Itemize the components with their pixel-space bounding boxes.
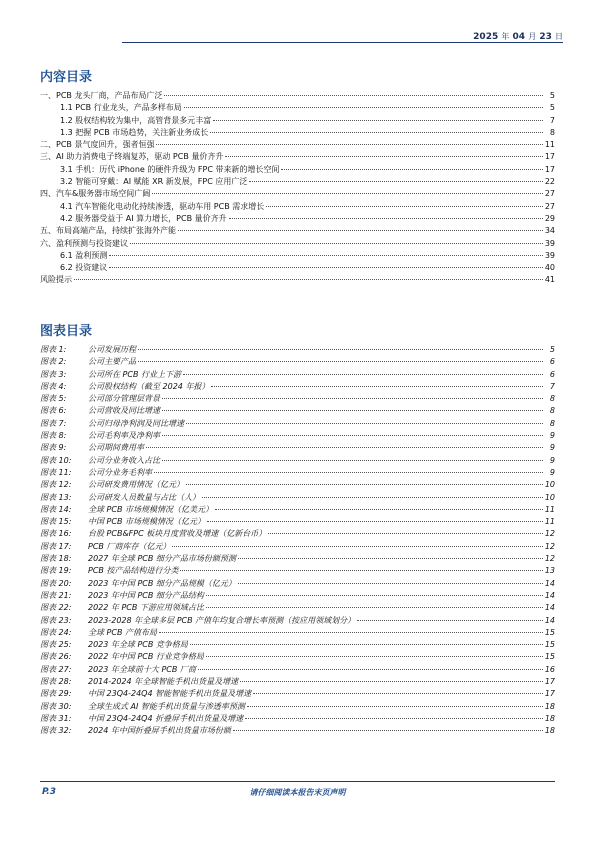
toc-entry[interactable]: [40, 127, 555, 139]
figure-entry[interactable]: [40, 639, 555, 651]
dot-leader: [357, 620, 543, 621]
figure-entry-page: 9: [549, 467, 555, 477]
toc-entry[interactable]: [40, 238, 555, 250]
figure-entry-page: 18: [544, 713, 555, 723]
date-day: 23: [539, 32, 552, 42]
figure-entry-text: 公司部分管理层背景: [88, 394, 160, 404]
figure-entry[interactable]: [40, 418, 555, 430]
toc-entry[interactable]: [40, 201, 555, 213]
figure-entry-label: 图表 27:: [40, 664, 72, 674]
toc-entry-page: 8: [549, 127, 555, 137]
header-divider: [122, 42, 563, 43]
toc-title: 内容目录: [40, 70, 93, 85]
figure-entry[interactable]: [40, 725, 555, 737]
figure-entry[interactable]: [40, 479, 555, 491]
figure-entry-label: 图表 15:: [40, 517, 72, 527]
figure-entry[interactable]: [40, 516, 555, 528]
toc-entry-text: 3.2 智能可穿戴：AI 赋能 XR 新发展，FPC 应用广泛: [60, 177, 248, 187]
figure-entry-text: PCB 按产品结构进行分类: [88, 566, 179, 576]
toc-entry-text: 1.3 把握 PCB 市场趋势，关注新业务成长: [60, 127, 209, 137]
figure-entry-page: 10: [544, 492, 555, 502]
figure-entry[interactable]: [40, 442, 555, 454]
date-year-unit: 年: [501, 32, 510, 41]
figure-entry-label: 图表 31:: [40, 713, 72, 723]
figure-entry[interactable]: [40, 688, 555, 700]
dot-leader: [74, 279, 543, 280]
figure-entry-label: 图表 17:: [40, 541, 72, 551]
figure-entry-text: 2024 年中国折叠屏手机出货量市场份额: [88, 726, 231, 736]
figure-entry-page: 11: [544, 517, 555, 527]
toc-entry[interactable]: [40, 274, 555, 286]
dot-leader: [154, 472, 543, 473]
figure-entry[interactable]: [40, 393, 555, 405]
figures-title: 图表目录: [40, 324, 93, 339]
figure-entry-label: 图表 24:: [40, 627, 72, 637]
figure-entry-text: PCB 厂商库存（亿元）: [88, 541, 171, 551]
figure-entry-label: 图表 30:: [40, 701, 72, 711]
figure-entry-page: 10: [544, 480, 555, 490]
figure-entry-label: 图表 3:: [40, 369, 67, 379]
figure-entry[interactable]: [40, 541, 555, 553]
figure-entry-label: 图表 1:: [40, 345, 67, 354]
toc-entry-text: 五、布局高端产品，持续扩张海外产能: [40, 226, 176, 236]
figure-entry-page: 12: [544, 554, 555, 564]
figure-entry-label: 图表 9:: [40, 443, 67, 453]
date-year: 2025: [473, 32, 499, 42]
toc-entry[interactable]: [40, 225, 555, 237]
dot-leader: [183, 374, 543, 375]
figure-entry-text: 公司期间费用率: [88, 443, 144, 453]
dot-leader: [190, 644, 543, 645]
figure-entry-label: 图表 8:: [40, 431, 67, 441]
figure-entry[interactable]: [40, 615, 555, 627]
figure-entry-text: 2023 年全球前十大 PCB 厂商: [88, 664, 196, 674]
dot-leader: [245, 718, 543, 719]
figure-entry-text: 2022 年中国 PCB 行业竞争格局: [88, 652, 204, 662]
figure-entry[interactable]: [40, 627, 555, 639]
figure-entry-text: 2023 年中国 PCB 细分产品规模（亿元）: [88, 578, 236, 588]
figure-entry-text: 台股 PCB&FPC 板块月度营收及增速（亿新台币）: [88, 529, 267, 539]
dot-leader: [184, 107, 543, 108]
figure-entry-page: 15: [544, 640, 555, 650]
figure-entry-page: 18: [544, 701, 555, 711]
toc-entry-text: 3.1 手机：历代 iPhone 的硬件升级为 FPC 带来新的增长空间: [60, 164, 280, 174]
figure-entry-page: 9: [549, 431, 555, 441]
figure-entry-page: 8: [549, 418, 555, 428]
figure-entry-label: 图表 16:: [40, 529, 72, 539]
figure-entry-page: 14: [544, 578, 555, 588]
figure-entry-text: 公司分业务毛利率: [88, 467, 152, 477]
figure-entry-text: 2023 年全球 PCB 竞争格局: [88, 640, 188, 650]
toc-entry[interactable]: [40, 164, 555, 176]
dot-leader: [281, 169, 542, 170]
figure-entry-page: 16: [544, 664, 555, 674]
toc-entry[interactable]: [40, 139, 555, 151]
figure-entry-text: 公司主要产品: [88, 357, 136, 367]
figure-entry-label: 图表 23:: [40, 615, 72, 625]
figure-entry-label: 图表 14:: [40, 504, 72, 514]
dot-leader: [233, 730, 543, 731]
dot-leader: [198, 669, 543, 670]
dot-leader: [225, 156, 542, 157]
figure-entry-page: 13: [544, 566, 555, 576]
figure-entry[interactable]: [40, 344, 555, 356]
figure-entry[interactable]: [40, 553, 555, 565]
dot-leader: [162, 460, 543, 461]
figure-entry-text: 公司研发费用情况（亿元）: [88, 480, 184, 490]
dot-leader: [180, 570, 542, 571]
figure-entry-page: 15: [544, 652, 555, 662]
figure-entry[interactable]: [40, 590, 555, 602]
figure-entry-text: 2022 年 PCB 下游应用领域占比: [88, 603, 204, 613]
figure-entry-page: 5: [549, 345, 555, 354]
page-number: P.3: [42, 787, 56, 797]
toc-entry[interactable]: [40, 115, 555, 127]
dot-leader: [159, 632, 543, 633]
dot-leader: [109, 267, 543, 268]
toc-entry-page: 39: [544, 250, 555, 260]
toc-entry-text: 1.2 股权结构较为集中，高管背景多元丰富: [60, 115, 212, 125]
figure-entry-label: 图表 2:: [40, 357, 67, 367]
figure-entry-page: 8: [549, 406, 555, 416]
figure-entry-text: 中国 23Q4-24Q4 智能智能手机出货量及增速: [88, 689, 252, 699]
figure-entry-text: 2027 年全球 PCB 细分产品市场份额预测: [88, 554, 236, 564]
figure-entry-page: 17: [544, 677, 555, 687]
figure-entry-page: 12: [544, 541, 555, 551]
figure-entry[interactable]: [40, 676, 555, 688]
footer-disclaimer: 请仔细阅读本报告末页声明: [249, 788, 346, 797]
figure-entry-label: 图表 22:: [40, 603, 72, 613]
toc-entry[interactable]: [40, 213, 555, 225]
dot-leader: [211, 386, 543, 387]
dot-leader: [162, 410, 543, 411]
figure-entry-page: 14: [544, 590, 555, 600]
dot-leader: [109, 255, 543, 256]
toc-entry-page: 27: [544, 201, 555, 211]
toc-entry-page: 7: [549, 115, 555, 125]
toc-entry-text: 4.1 汽车智能化电动化持续渗透，驱动车用 PCB 需求增长: [60, 201, 265, 211]
dot-leader: [207, 521, 543, 522]
figure-entry-text: 公司毛利率及净利率: [88, 431, 160, 441]
toc-entry[interactable]: [40, 176, 555, 188]
figure-entry[interactable]: [40, 651, 555, 663]
figure-entry-label: 图表 32:: [40, 726, 72, 736]
dot-leader: [164, 95, 543, 96]
figure-entry-label: 图表 5:: [40, 394, 67, 404]
figure-entry[interactable]: [40, 664, 555, 676]
figure-entry-page: 6: [549, 369, 555, 379]
figure-entry-label: 图表 10:: [40, 455, 72, 465]
figure-entry-page: 9: [549, 443, 555, 453]
dot-leader: [178, 230, 543, 231]
figure-entry-text: 全球 PCB 产值布局: [88, 627, 157, 637]
toc-entry-page: 11: [544, 140, 555, 150]
figure-entry-text: 全球生成式 AI 智能手机出货量与渗透率预测: [88, 701, 245, 711]
figure-entry-label: 图表 26:: [40, 652, 72, 662]
toc-entry[interactable]: [40, 250, 555, 262]
figure-entry-label: 图表 29:: [40, 689, 72, 699]
dot-leader: [206, 595, 543, 596]
figure-entry-page: 17: [544, 689, 555, 699]
dot-leader: [249, 181, 542, 182]
toc-entry[interactable]: [40, 102, 555, 114]
dot-leader: [152, 193, 543, 194]
figure-entry-text: 公司归母净利润及同比增速: [88, 418, 184, 428]
figure-entry-label: 图表 28:: [40, 677, 72, 687]
dot-leader: [253, 693, 543, 694]
figure-entry-label: 图表 25:: [40, 640, 72, 650]
dot-leader: [202, 497, 543, 498]
figure-entry-page: 6: [549, 357, 555, 367]
toc-entry-page: 39: [544, 238, 555, 248]
dot-leader: [138, 349, 543, 350]
dot-leader: [146, 447, 543, 448]
toc-entry-text: 6.2 投资建议: [60, 263, 108, 273]
figure-entry-text: 全球 PCB 市场规模情况（亿美元）: [88, 504, 213, 514]
dot-leader: [215, 509, 543, 510]
figure-entry-text: 公司分业务收入占比: [88, 455, 160, 465]
toc-entry-text: 三、AI 助力消费电子终端复苏，驱动 PCB 量价齐升: [40, 152, 224, 162]
toc-list: [40, 90, 555, 287]
figure-entry-label: 图表 7:: [40, 418, 67, 428]
figure-entry-text: 2023-2028 年全球多层 PCB 产值年均复合增长率预测（按应用领域划分）: [88, 615, 356, 625]
figure-entry-label: 图表 4:: [40, 381, 67, 391]
toc-entry-page: 5: [549, 103, 555, 113]
figure-entry-page: 14: [544, 603, 555, 613]
figure-entry[interactable]: [40, 504, 555, 516]
dot-leader: [238, 583, 543, 584]
toc-entry-page: 27: [544, 189, 555, 199]
figure-entry[interactable]: [40, 578, 555, 590]
figure-entry[interactable]: [40, 430, 555, 442]
toc-entry-page: 5: [549, 91, 555, 100]
toc-entry-page: 41: [544, 275, 555, 285]
report-date: [473, 31, 563, 42]
dot-leader: [206, 656, 543, 657]
figure-entry[interactable]: [40, 701, 555, 713]
toc-entry-page: 29: [544, 213, 555, 223]
toc-entry-page: 17: [544, 152, 555, 162]
figure-entry-page: 7: [549, 381, 555, 391]
dot-leader: [247, 706, 543, 707]
figures-list: [40, 344, 555, 738]
figure-entry-text: 公司研发人员数量与占比（人）: [88, 492, 200, 502]
figure-entry-text: 中国 PCB 市场规模情况（亿元）: [88, 517, 205, 527]
figure-entry[interactable]: [40, 602, 555, 614]
footer-divider: [40, 781, 555, 782]
toc-entry-page: 40: [544, 263, 555, 273]
figure-entry[interactable]: [40, 405, 555, 417]
figure-entry-label: 图表 18:: [40, 554, 72, 564]
figure-entry[interactable]: [40, 455, 555, 467]
toc-entry-text: 四、汽车&服务器市场空间广阔: [40, 189, 151, 199]
figure-entry-label: 图表 6:: [40, 406, 67, 416]
figure-entry[interactable]: [40, 492, 555, 504]
dot-leader: [210, 132, 543, 133]
toc-entry-text: 4.2 服务器受益于 AI 算力增长，PCB 量价齐升: [60, 213, 227, 223]
figure-entry-label: 图表 13:: [40, 492, 72, 502]
figure-entry[interactable]: [40, 369, 555, 381]
toc-entry-text: 二、PCB 景气度回升，强者恒强: [40, 140, 155, 150]
figure-entry-text: 公司营收及同比增速: [88, 406, 160, 416]
date-month: 04: [512, 32, 526, 42]
figure-entry-text: 中国 23Q4-24Q4 折叠屏手机出货量及增速: [88, 713, 244, 723]
dot-leader: [240, 681, 543, 682]
toc-entry-page: 22: [544, 177, 555, 187]
figure-entry[interactable]: [40, 467, 555, 479]
date-month-unit: 月: [528, 32, 537, 41]
figure-entry-label: 图表 11:: [40, 467, 72, 477]
toc-entry-text: 一、PCB 龙头厂商，产品布局广泛: [40, 91, 163, 100]
figure-entry-page: 12: [544, 529, 555, 539]
figure-entry[interactable]: [40, 528, 555, 540]
toc-entry-text: 6.1 盈利预测: [60, 250, 108, 260]
toc-entry-text: 风险提示: [40, 275, 72, 285]
figure-entry-text: 2014-2024 年全球智能手机出货量及增速: [88, 677, 239, 687]
dot-leader: [138, 361, 543, 362]
figure-entry-text: 公司发展历程: [88, 345, 136, 354]
figure-entry-page: 15: [544, 627, 555, 637]
toc-entry-page: 17: [544, 164, 555, 174]
figure-entry-text: 公司所在 PCB 行业上下游: [88, 369, 181, 379]
toc-entry-text: 六、盈利预测与投资建议: [40, 238, 128, 248]
figure-entry-text: 公司股权结构（截至 2024 年报）: [88, 381, 210, 391]
figure-entry-text: 2023 年中国 PCB 细分产品结构: [88, 590, 204, 600]
figure-entry-label: 图表 21:: [40, 590, 72, 600]
dot-leader: [130, 243, 543, 244]
dot-leader: [156, 144, 542, 145]
dot-leader: [268, 533, 543, 534]
dot-leader: [213, 120, 543, 121]
date-day-unit: 日: [555, 32, 563, 41]
figure-entry-page: 11: [544, 504, 555, 514]
figure-entry[interactable]: [40, 713, 555, 725]
figure-entry-label: 图表 12:: [40, 480, 72, 490]
dot-leader: [162, 398, 543, 399]
toc-entry[interactable]: [40, 90, 555, 102]
figure-entry-label: 图表 19:: [40, 566, 72, 576]
figure-entry[interactable]: [40, 356, 555, 368]
toc-entry[interactable]: [40, 151, 555, 163]
toc-entry-page: 34: [544, 226, 555, 236]
figure-entry-page: 8: [549, 394, 555, 404]
figure-entry[interactable]: [40, 381, 555, 393]
dot-leader: [172, 546, 542, 547]
figure-entry-page: 14: [544, 615, 555, 625]
figure-entry-page: 9: [549, 455, 555, 465]
figure-entry-page: 18: [544, 726, 555, 736]
toc-entry[interactable]: [40, 262, 555, 274]
figure-entry[interactable]: [40, 565, 555, 577]
dot-leader: [162, 435, 543, 436]
dot-leader: [266, 206, 543, 207]
dot-leader: [186, 484, 543, 485]
figure-entry-label: 图表 20:: [40, 578, 72, 588]
toc-entry-text: 1.1 PCB 行业龙头，产品多样布局: [60, 103, 182, 113]
dot-leader: [186, 423, 543, 424]
dot-leader: [238, 558, 543, 559]
toc-entry[interactable]: [40, 188, 555, 200]
dot-leader: [229, 218, 543, 219]
dot-leader: [206, 607, 543, 608]
